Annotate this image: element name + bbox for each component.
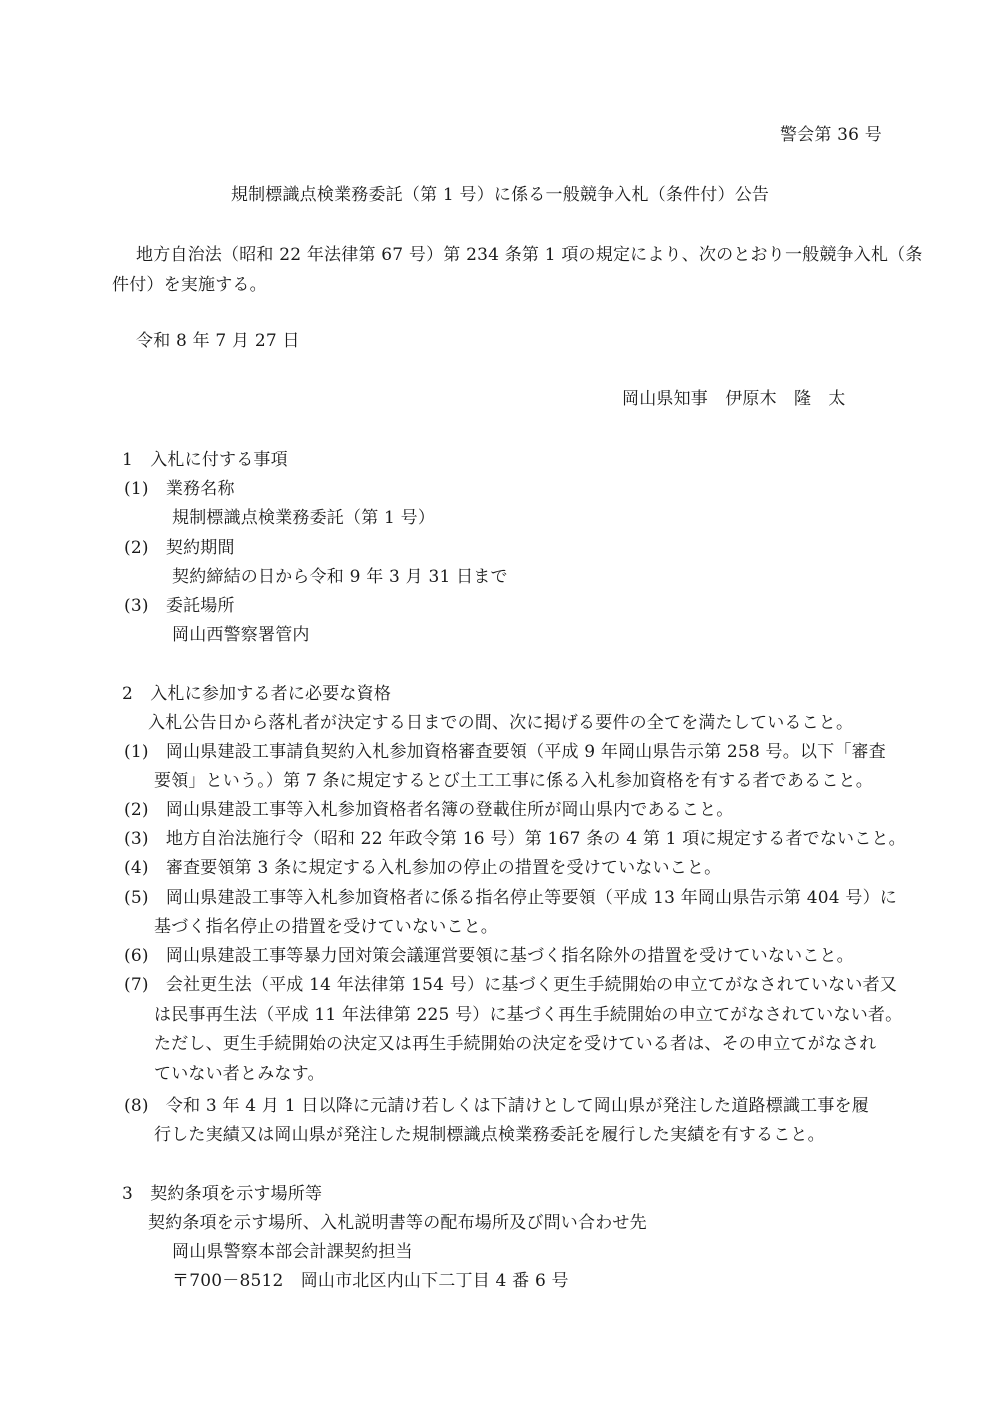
publication-date: 令和 8 年 7 月 27 日 xyxy=(136,331,300,351)
section-2-heading: 2 入札に参加する者に必要な資格 xyxy=(122,684,392,704)
section-1-item-1-label: (1) 業務名称 xyxy=(124,479,235,499)
requirement-5-line-1: (5) 岡山県建設工事等入札参加資格者に係る指名停止等要領（平成 13 年岡山県告示第 404 号）に xyxy=(124,888,897,908)
contact-office: 岡山県警察本部会計課契約担当 xyxy=(172,1242,413,1262)
section-1-item-1-value: 規制標識点検業務委託（第 1 号） xyxy=(172,508,436,528)
section-1-heading: 1 入札に付する事項 xyxy=(122,450,288,470)
requirement-7-line-4: ていない者とみなす。 xyxy=(154,1064,325,1084)
requirement-1-line-2: 要領」という。）第 7 条に規定するとび土工工事に係る入札参加資格を有する者であること。 xyxy=(154,771,873,791)
section-2-lead: 入札公告日から落札者が決定する日までの間、次に掲げる要件の全てを満たしていること。 xyxy=(148,713,854,733)
requirement-2-line-1: (2) 岡山県建設工事等入札参加資格者名簿の登載住所が岡山県内であること。 xyxy=(124,800,734,820)
section-3-heading: 3 契約条項を示す場所等 xyxy=(122,1184,323,1204)
issuer-signature: 岡山県知事 伊原木 隆 太 xyxy=(622,389,846,409)
contact-address: 〒700－8512 岡山市北区内山下二丁目 4 番 6 号 xyxy=(172,1271,569,1291)
requirement-8-line-1: (8) 令和 3 年 4 月 1 日以降に元請け若しくは下請けとして岡山県が発注した道路標識工事を履 xyxy=(124,1096,869,1116)
document-number: 警会第 36 号 xyxy=(779,125,882,145)
requirement-3-line-1: (3) 地方自治法施行令（昭和 22 年政令第 16 号）第 167 条の 4 第 1 項に規定する者でないこと。 xyxy=(124,829,906,849)
requirement-7-line-3: ただし、更生手続開始の決定又は再生手続開始の決定を受けている者は、その申立てがなされ xyxy=(154,1034,877,1054)
document-title: 規制標識点検業務委託（第 1 号）に係る一般競争入札（条件付）公告 xyxy=(230,185,770,205)
section-1-item-2-value: 契約締結の日から令和 9 年 3 月 31 日まで xyxy=(172,567,508,587)
intro-line-1: 地方自治法（昭和 22 年法律第 67 号）第 234 条第 1 項の規定により、次のとおり一般競争入札（条 xyxy=(136,245,923,265)
requirement-7-line-1: (7) 会社更生法（平成 14 年法律第 154 号）に基づく更生手続開始の申立てがなされていない者又 xyxy=(124,975,897,995)
requirement-1-line-1: (1) 岡山県建設工事請負契約入札参加資格審査要領（平成 9 年岡山県告示第 258 号。以下「審査 xyxy=(124,742,886,762)
section-1-item-2-label: (2) 契約期間 xyxy=(124,538,235,558)
section-1-item-3-value: 岡山西警察署管内 xyxy=(172,625,310,645)
section-3-lead: 契約条項を示す場所、入札説明書等の配布場所及び問い合わせ先 xyxy=(148,1213,647,1233)
requirement-7-line-2: は民事再生法（平成 11 年法律第 225 号）に基づく再生手続開始の申立てがなされていない者。 xyxy=(154,1005,903,1025)
requirement-6-line-1: (6) 岡山県建設工事等暴力団対策会議運営要領に基づく指名除外の措置を受けていないこと。 xyxy=(124,946,854,966)
intro-line-2: 件付）を実施する。 xyxy=(112,275,267,295)
requirement-4-line-1: (4) 審査要領第 3 条に規定する入札参加の停止の措置を受けていないこと。 xyxy=(124,858,722,878)
section-1-item-3-label: (3) 委託場所 xyxy=(124,596,235,616)
requirement-8-line-2: 行した実績又は岡山県が発注した規制標識点検業務委託を履行した実績を有すること。 xyxy=(154,1125,825,1145)
requirement-5-line-2: 基づく指名停止の措置を受けていないこと。 xyxy=(154,917,498,937)
